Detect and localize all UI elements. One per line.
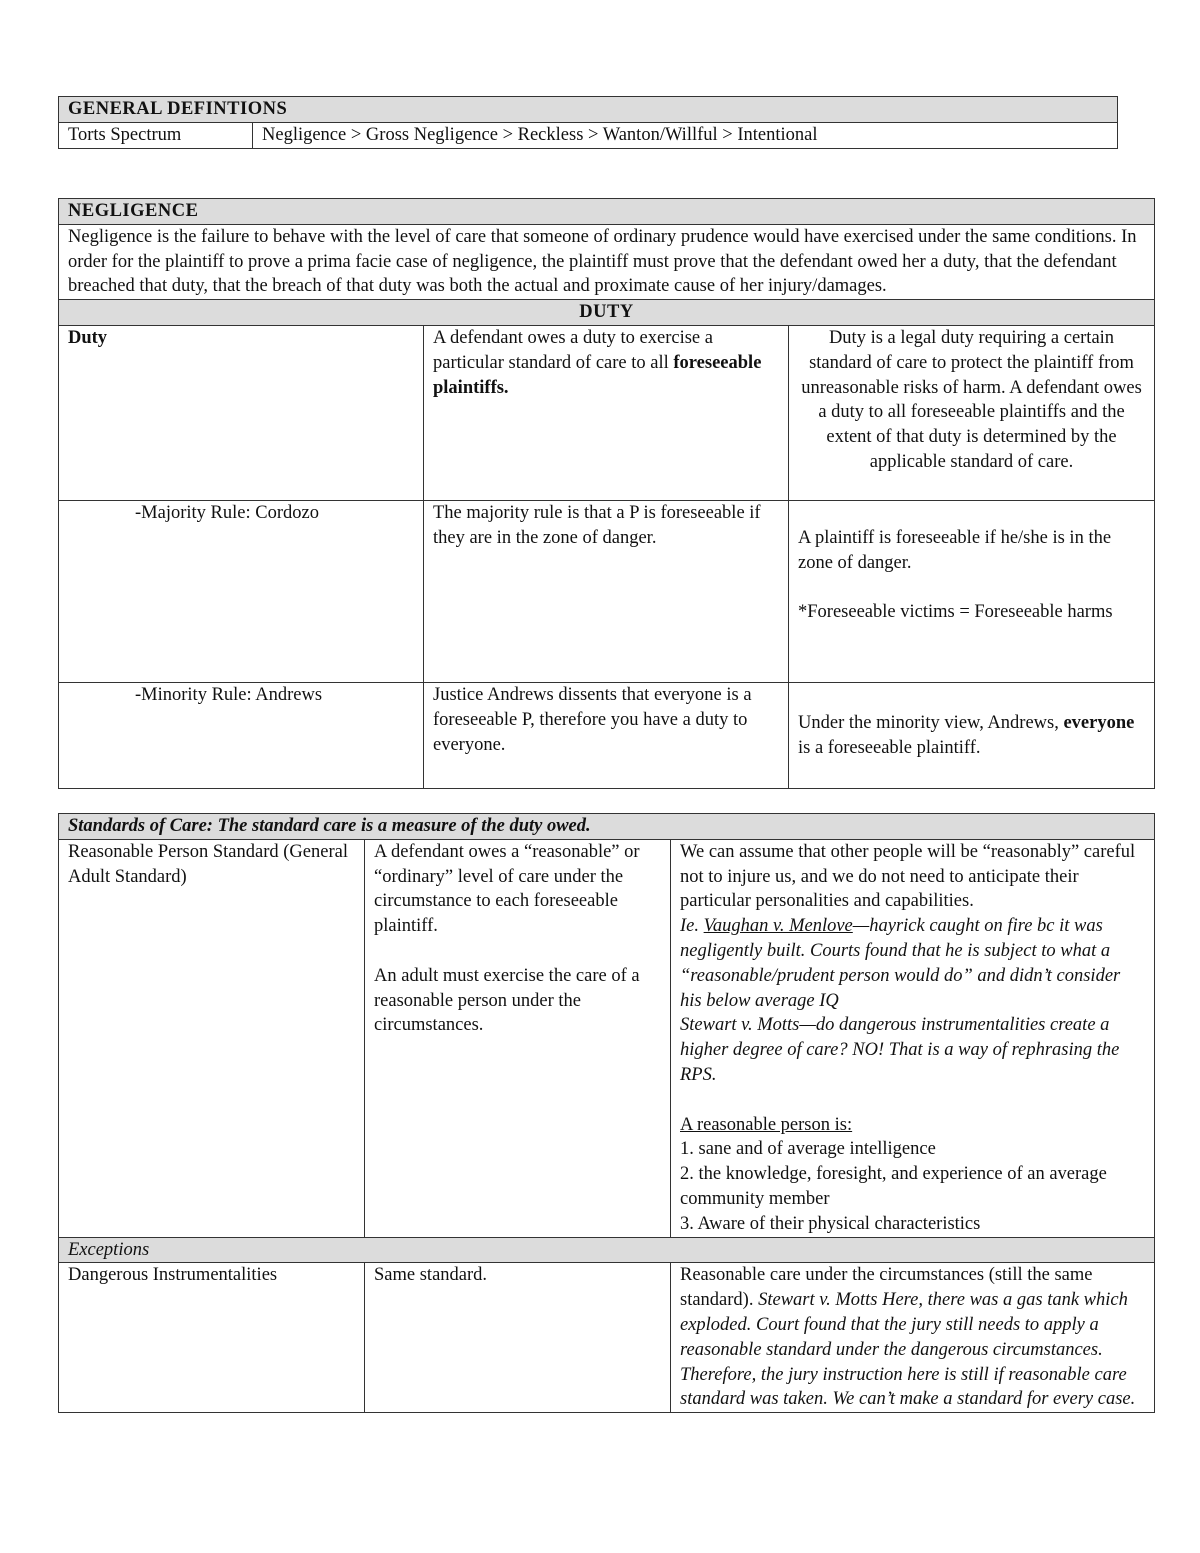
minority-rule-text: Justice Andrews dissents that everyone is a foreseeable P, therefore you have a duty to everyone.	[424, 682, 789, 788]
dangerous-instrumentalities-rule: Same standard.	[365, 1263, 671, 1413]
duty-explanation: Duty is a legal duty requiring a certain standard of care to protect the plaintiff from unreasonable risks of harm. A defendant owes a duty to all foreseeable plaintiffs and the extent of that duty is determined by the applicable standard of care.	[789, 325, 1155, 500]
majority-rule-text: The majority rule is that a P is foreseeable if they are in the zone of danger.	[424, 500, 789, 682]
reasonable-rule-1: A defendant owes a “reasonable” or “ordinary” level of care under the circumstance to each foreseeable plaintiff.	[374, 841, 640, 937]
standards-header: Standards of Care: The standard care is a measure of the duty owed.	[59, 814, 1155, 840]
case-vaughan-prefix: Ie.	[680, 916, 704, 937]
reasonable-intro: We can assume that other people will be “reasonably” careful not to injure us, and we do not need to anticipate their particular personalities and capabilities.	[680, 841, 1136, 912]
case-stewart: Stewart v. Motts—do dangerous instrumentalities create a higher degree of care? NO! That is a way of rephrasing the RPS.	[680, 1015, 1120, 1085]
torts-spectrum-value: Negligence > Gross Negligence > Reckless > Wanton/Willful > Intentional	[253, 122, 1118, 148]
dangerous-exp-case: Stewart v. Motts Here, there was a gas tank which exploded. Court found that the jury still needs to apply a reasonable standard under the dangerous circumstances. Therefore, the jury instruction here is still if reasonable care standard was taken. We can’t make a standard for every case.	[680, 1290, 1136, 1410]
negligence-definition: Negligence is the failure to behave with the level of care that someone of ordinary prudence would have exercised under the same conditions. In order for the plaintiff to prove a prima facie case of negligence, the plaintiff must prove that the defendant owed her a duty, that the defendant breached that duty, that the breach of that duty was both the actual and proximate cause of her injury/damages.	[59, 224, 1155, 299]
duty-rule	[424, 325, 789, 500]
minority-rule-label: -Minority Rule: Andrews	[59, 682, 424, 788]
case-vaughan-name: Vaughan v. Menlove	[703, 916, 853, 937]
minority-explanation-emphasis: everyone	[1063, 712, 1135, 733]
majority-rule-label: -Majority Rule: Cordozo	[59, 500, 424, 682]
majority-explanation-note: *Foreseeable victims = Foreseeable harms	[798, 602, 1113, 623]
duty-rule-emphasis: foreseeable plaintiffs.	[433, 352, 762, 398]
general-definitions-table	[58, 96, 1118, 149]
standards-table	[58, 813, 1155, 1413]
dangerous-instrumentalities-label: Dangerous Instrumentalities	[59, 1263, 365, 1413]
duty-rule-text: A defendant owes a duty to exercise a particular standard of care to all	[433, 327, 713, 373]
minority-explanation-tail: is a foreseeable plaintiff.	[798, 737, 981, 758]
case-vaughan	[680, 914, 1145, 1013]
reasonable-person-explanation	[671, 839, 1155, 1237]
majority-rule-explanation	[789, 500, 1155, 682]
dangerous-instrumentalities-explanation	[671, 1263, 1155, 1413]
rp-item: 1. sane and of average intelligence	[680, 1139, 936, 1160]
exceptions-header: Exceptions	[59, 1237, 1155, 1263]
reasonable-rule-2: An adult must exercise the care of a reasonable person under the circumstances.	[374, 965, 640, 1036]
general-definitions-header: GENERAL DEFINTIONS	[59, 97, 1118, 123]
minority-explanation-text: Under the minority view, Andrews,	[798, 712, 1059, 733]
case-vaughan-text: —hayrick caught on fire bc it was negligently built. Courts found that he is subject to what a “reasonable/prudent person would do” and didn’t consider his below average IQ	[680, 916, 1121, 1011]
duty-header: DUTY	[59, 300, 1155, 326]
reasonable-person-rule	[365, 839, 671, 1237]
reasonable-person-label: Reasonable Person Standard (General Adult Standard)	[59, 839, 365, 1237]
reasonable-person-title: A reasonable person is:	[680, 1114, 853, 1135]
duty-label: Duty	[59, 325, 424, 500]
negligence-table	[58, 198, 1155, 789]
majority-explanation-text: A plaintiff is foreseeable if he/she is in the zone of danger.	[798, 527, 1112, 573]
minority-rule-explanation	[789, 682, 1155, 788]
rp-item: 2. the knowledge, foresight, and experience of an average community member	[680, 1164, 1107, 1209]
dangerous-exp-text: Reasonable care under the circumstances (still the same standard).	[680, 1265, 1093, 1311]
rp-item: 3. Aware of their physical characteristics	[680, 1213, 981, 1234]
torts-spectrum-label: Torts Spectrum	[59, 122, 253, 148]
negligence-header: NEGLIGENCE	[59, 199, 1155, 225]
